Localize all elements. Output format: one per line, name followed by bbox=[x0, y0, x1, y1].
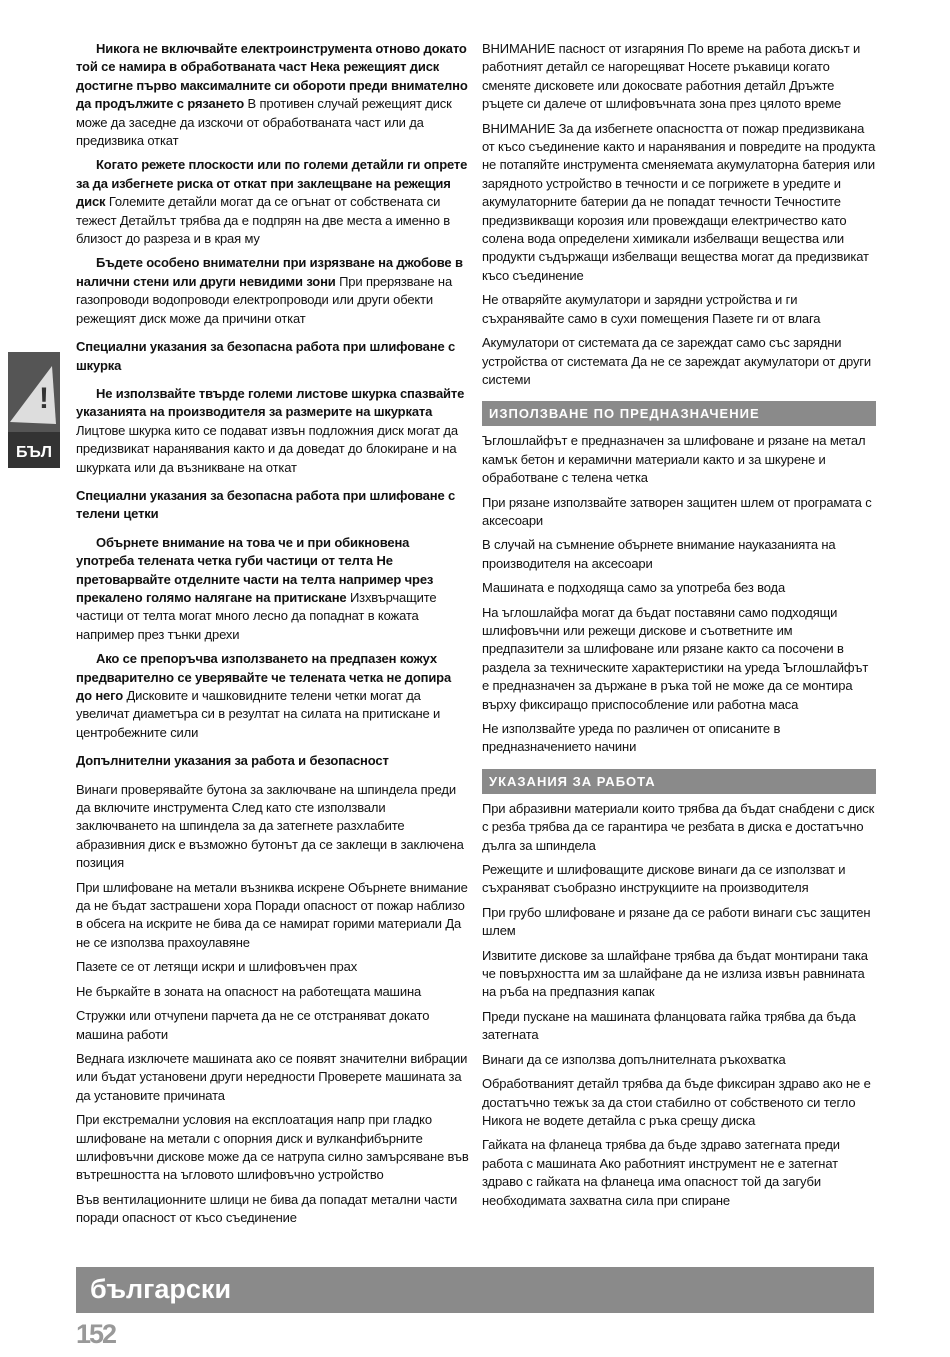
warning-paragraph bbox=[76, 156, 470, 248]
paragraph: Във вентилационните шлици не бива да попадат метални части поради опасност от късо съединение bbox=[76, 1191, 458, 1226]
paragraph: Режещите и шлифоващите дискове винаги да се използват и съхраняват съобразно инструкциите на производителя bbox=[482, 862, 846, 896]
section-header: ИЗПОЛЗВАНЕ ПО ПРЕДНАЗНАЧЕНИЕ bbox=[482, 401, 876, 426]
language-side-tab bbox=[8, 352, 60, 468]
footer-bar bbox=[76, 1267, 874, 1313]
language-label: БЪЛ bbox=[15, 444, 53, 461]
warning-paragraph bbox=[76, 40, 470, 150]
paragraph: При екстремални условия на експлоатация напр при гладко шлифоване на метали с опорния диск и вулканфибърните шлифовъчни дискове може да се натрупа силно замърсяване във вътрешността на ъгловото шлифовъчно устройство bbox=[76, 1112, 469, 1183]
footer-language-title: български bbox=[90, 1274, 232, 1304]
warning-area bbox=[8, 352, 60, 432]
paragraph: При шлифоване на метали възниква искрене Обърнете внимание да не бъдат застрашени хора Поради опасност от пожар наблизо в обсега на искрите не бива да се намират горими материали Да не се използва прахоулавяне bbox=[76, 879, 468, 950]
warning-paragraph bbox=[76, 385, 470, 477]
subsection-heading: Специални указания за безопасна работа при шлифоване с телени цетки bbox=[76, 487, 456, 522]
section-header: УКАЗАНИЯ ЗА РАБОТА bbox=[482, 769, 876, 794]
paragraph: В случай на съмнение обърнете внимание науказанията на производителя на аксесоари bbox=[482, 537, 836, 571]
warning-paragraph bbox=[76, 534, 470, 644]
paragraph: Акумулатори от системата да се зареждат само със зарядни устройства от системата Да не се зареждат акумулатори от други системи bbox=[482, 335, 872, 387]
paragraph: Стружки или отчупени парчета да не се отстраняват докато машина работи bbox=[76, 1008, 430, 1042]
paragraph: При абразивни материали които трябва да бъдат снабдени с диск с резба трябва да се гарантира че резбата в диска е достатъчно дълга за шпиндела bbox=[482, 800, 875, 853]
paragraph: Обработваният детайл трябва да бъде фиксиран здраво ако не е достатъчно тежък за да стои стабилно от собственото си тегло Никога не водете детайла с ръка срещу диска bbox=[482, 1076, 871, 1128]
paragraph: При рязане използвайте затворен защитен шлем от програмата с аксесоари bbox=[482, 494, 872, 528]
warning-paragraph bbox=[76, 650, 470, 742]
paragraph: Веднага изключете машината ако се появят значителни вибрации или бъдат установени други нередности Проверете машината за да установите причината bbox=[76, 1050, 468, 1103]
warning-bold-text: Бъдете особено внимателни при изрязване на джобове в налични стени или други невидими зони bbox=[76, 255, 463, 289]
warning-bold-text: Когато режете плоскости или по големи детайли ги опрете за да избегнете риска от откат при заклещване на режещия диск bbox=[76, 157, 468, 210]
warning-bold-text: Обърнете внимание на това че и при обикновена употреба телената четка губи частици от телта Не претоварвайте отделните части на телта например чрез прекалено голямо налягане на притискане bbox=[76, 534, 434, 605]
paragraph: Ъглошлайфът е предназначен за шлифоване и рязане на метал камък бетон и керамични материали както и за шкурене и обработване с телена четка bbox=[482, 433, 866, 486]
paragraph: Не използвайте уреда по различен от описаните в предназначението начини bbox=[482, 721, 781, 755]
warning-explanation-text: При прерязване на газопроводи водопроводи електропроводи или други обекти режещият диск може да причини откат bbox=[76, 273, 453, 326]
warning-triangle-icon bbox=[8, 352, 60, 432]
paragraph: Не отваряйте акумулатори и зарядни устройства и ги съхранявайте само в сухи помещения Пазете ги от влага bbox=[482, 292, 821, 326]
left-column bbox=[76, 40, 470, 1234]
paragraph: Гайката на фланеца трябва да бъде здраво затегната преди работа с машината Ако работният инструмент не е затегнат здраво с гайката на фланеца има опасност той да загуби необходимата захватна сила при спиране bbox=[482, 1137, 840, 1208]
warning-explanation-text: Лицтове шкурка кито се подават извън подложния диск могат да предизвикат наранявания както и да доведат до блокиране и на шкурката или да възникване на откат bbox=[76, 422, 458, 475]
paragraph: ВНИМАНИЕ За да избегнете опасността от пожар предизвикана от късо съединение както и наранявания и повредите на продукта не потапяйте инструмента сменяемата акумулаторна батерия или зарядното устройство в течности и се погрижете в уредите и акумулаторните батерии да не попадат течности Течностите предизвикващи корозия или провеждащи електричество като солена вода определени химикали избелващи вещества или продукти съдържащи избелващи вещества могат да предизвикат късо съединение bbox=[482, 120, 876, 283]
subsection-heading: Допълнителни указания за работа и безопасност bbox=[76, 753, 389, 769]
paragraph: На ъглошлайфа могат да бъдат поставяни само подходящи шлифовъчни или режещи дискове и съответните им предпазители за шлифоване или рязане както са посочени в раздела за техническите характеристики на уреда Ъглошлайфът е предназначен за държане в ръка той не може да се монтира върху фиксиращо приспособление или работна маса bbox=[482, 604, 869, 712]
subsection-heading: Специални указания за безопасна работа при шлифоване с шкурка bbox=[76, 339, 456, 373]
paragraph: Преди пускане на машината фланцовата гайка трябва да бъда затегната bbox=[482, 1008, 856, 1043]
paragraph: Машината е подходяща само за употреба без вода bbox=[482, 580, 786, 596]
right-column bbox=[482, 40, 876, 1216]
warning-explanation-text: В противен случай режещият диск може да заседне да изскочи от обработваната част или да предизвика откат bbox=[76, 96, 452, 149]
paragraph: Винаги да се използва допълнителната ръкохватка bbox=[482, 1051, 786, 1067]
paragraph: Пазете се от летящи искри и шлифовъчен прах bbox=[76, 959, 358, 975]
page-number: 152 bbox=[76, 1319, 116, 1349]
warning-explanation-text: Изхвърчащите частици от телта могат много лесно да попаднат в кожата например през тънки дрехи bbox=[76, 589, 437, 642]
svg-text:!: ! bbox=[39, 382, 49, 415]
warning-explanation-text: Дисковите и чашковидните телени четки могат да увеличат диаметъра си в резултат на силата на притискане и центробежните сили bbox=[76, 688, 441, 740]
warning-bold-text: Никога не включвайте електроинструмента отново докато той се намира в обработваната част Нека режещият диск достигне първо максималните си обороти преди внимателно да продължите с рязането bbox=[76, 41, 468, 112]
paragraph: Винаги проверявайте бутона за заключване на шпиндела преди да включите инструмента След като сте използвали заключването на шпиндела за да затегнете разхлабите абразивния диск е възможно бутонът да се заклещи в заключена позиция bbox=[76, 781, 464, 871]
paragraph: При грубо шлифоване и рязане да се работи винаги със защитен шлем bbox=[482, 904, 871, 939]
warning-explanation-text: Големите детайли могат да се огънат от собствената си тежест Детайлът трябва да е подпрян на две места а именно в близост до разреза и в края му bbox=[76, 194, 451, 247]
warning-bold-text: Ако се препоръчва използването на предпазен кожух предварително се уверявайте че телената четка не допира до него bbox=[76, 651, 452, 703]
warning-bold-text: Не използвайте твърде големи листове шкурка спазвайте указанията на производителя за размерите на шкурката bbox=[76, 385, 465, 420]
warning-paragraph bbox=[76, 254, 470, 328]
paragraph: Не бъркайте в зоната на опасност на работещата машина bbox=[76, 983, 422, 999]
paragraph: Извитите дискове за шлайфане трябва да бъдат монтирани така че повърхността им за шлайфане да не излиза извън равнината на ръба на предпазния капак bbox=[482, 947, 868, 1000]
paragraph: ВНИМАНИЕ пасност от изгаряния По време на работа дискът и работният детайл се нагорещяват Носете ръкавици когато сменяте дисковете или докосвате работния детайл Дръжте ръцете си далече от шлифовъчната зона през цялото време bbox=[482, 41, 861, 112]
